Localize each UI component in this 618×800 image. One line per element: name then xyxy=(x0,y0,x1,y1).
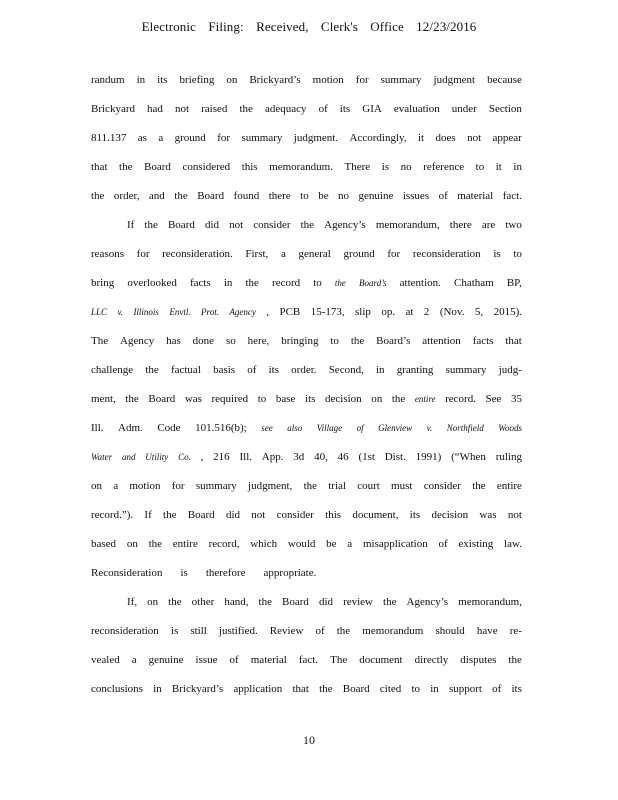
word: reconsideration xyxy=(91,625,159,637)
word: document xyxy=(359,654,403,666)
document-body xyxy=(91,70,522,708)
word: in xyxy=(136,74,146,86)
word: to xyxy=(313,277,322,289)
word: 46 xyxy=(337,451,349,463)
word: for xyxy=(136,248,150,260)
word: its xyxy=(409,509,421,521)
word: Envtl. xyxy=(169,307,191,317)
text-line xyxy=(91,592,522,621)
word: the xyxy=(319,683,333,695)
word: did xyxy=(225,509,240,521)
word: of xyxy=(315,625,325,637)
word: is xyxy=(180,567,188,579)
word: because xyxy=(487,74,522,86)
word: entire xyxy=(172,538,198,550)
word: based xyxy=(91,538,117,550)
word: there xyxy=(268,190,291,202)
word: have xyxy=(476,625,498,637)
word: for xyxy=(217,132,231,144)
word: record, xyxy=(208,538,240,550)
word: Brickyard xyxy=(91,103,135,115)
word: Agency xyxy=(229,307,256,317)
text-line xyxy=(91,302,522,331)
word: is xyxy=(381,161,390,173)
word: here, xyxy=(247,335,270,347)
word: its xyxy=(511,683,522,695)
word: Adm. xyxy=(118,422,143,434)
word: not xyxy=(507,509,522,521)
text-line xyxy=(91,418,522,447)
text-line xyxy=(91,360,522,389)
word: no xyxy=(400,161,412,173)
word: motion xyxy=(129,480,161,492)
word: of xyxy=(247,364,257,376)
word: consider xyxy=(276,509,314,521)
text-line xyxy=(91,157,522,186)
word: disputes xyxy=(460,654,497,666)
word: material xyxy=(457,190,494,202)
word: this xyxy=(325,509,342,521)
word: memorandum, xyxy=(375,219,440,231)
word: memorandum, xyxy=(458,596,522,608)
text-line xyxy=(91,70,522,99)
text-line xyxy=(91,563,522,592)
word: genuine xyxy=(148,654,184,666)
word: record xyxy=(272,277,301,289)
word: Board xyxy=(342,683,370,695)
word: Code xyxy=(157,422,181,434)
word: consider xyxy=(253,219,291,231)
word: challenge xyxy=(91,364,134,376)
word: Board xyxy=(282,596,309,608)
word: attention xyxy=(422,335,461,347)
word: consider xyxy=(423,480,461,492)
word: judgment. xyxy=(293,132,339,144)
word: that xyxy=(292,683,309,695)
word: not xyxy=(251,509,266,521)
word: was xyxy=(479,509,497,521)
word: the xyxy=(144,219,158,231)
word: randum xyxy=(91,74,125,86)
word: genuine xyxy=(358,190,394,202)
word: of xyxy=(438,190,448,202)
word: First, xyxy=(245,248,269,260)
word: Accordingly, xyxy=(349,132,407,144)
word: granting xyxy=(396,364,434,376)
filing-stamp-header: Electronic Filing: Received, Clerk's Office 12/23/2016 xyxy=(141,19,477,34)
word: Board xyxy=(167,219,195,231)
word: not xyxy=(175,103,190,115)
word: 2 xyxy=(423,306,430,318)
word: LLC xyxy=(91,307,108,317)
word: two xyxy=(505,219,522,231)
word: found xyxy=(233,190,260,202)
word: judgment, xyxy=(248,480,293,492)
word: Ill. xyxy=(91,422,104,434)
word: misapplication xyxy=(362,538,428,550)
word: support xyxy=(448,683,482,695)
word: under xyxy=(451,103,477,115)
text-line xyxy=(91,215,522,244)
word: Board’s xyxy=(376,335,411,347)
word: does xyxy=(435,132,456,144)
word: BP, xyxy=(506,277,522,289)
word: to xyxy=(475,161,485,173)
word: of xyxy=(229,654,239,666)
word: Board xyxy=(148,393,176,405)
word: did xyxy=(204,219,220,231)
word: Agency’s xyxy=(406,596,449,608)
word: cited xyxy=(379,683,402,695)
word: so xyxy=(225,335,236,347)
word: memorandum xyxy=(362,625,424,637)
word: summary xyxy=(195,480,237,492)
word: Review xyxy=(269,625,304,637)
word: ment, xyxy=(91,393,116,405)
word: for xyxy=(171,480,185,492)
word: hand, xyxy=(224,596,249,608)
word: the xyxy=(303,480,318,492)
word: The xyxy=(91,335,109,347)
word: adequacy xyxy=(264,103,307,115)
word: If, xyxy=(127,596,138,608)
word: general xyxy=(298,248,331,260)
word: is xyxy=(493,248,501,260)
word: bring xyxy=(91,277,115,289)
word: the xyxy=(119,161,133,173)
text-line xyxy=(91,505,522,534)
word: see xyxy=(261,423,273,433)
word: attention. xyxy=(399,277,441,289)
word: order. xyxy=(291,364,317,376)
word: the xyxy=(350,335,365,347)
word: raised xyxy=(201,103,228,115)
word: overlooked xyxy=(127,277,177,289)
word: 811.137 xyxy=(91,132,127,144)
word: 2015). xyxy=(493,306,522,318)
word: that xyxy=(91,161,108,173)
word: v. xyxy=(117,307,124,317)
word: did xyxy=(318,596,334,608)
text-line xyxy=(91,534,522,563)
word: the xyxy=(334,278,346,288)
word: Section xyxy=(488,103,522,115)
word: therefore xyxy=(205,567,246,579)
word: this xyxy=(241,161,258,173)
word: 1991) xyxy=(415,451,442,463)
word: the xyxy=(145,364,159,376)
word: a xyxy=(347,538,353,550)
word: There xyxy=(344,161,371,173)
word: Agency xyxy=(120,335,155,347)
word: PCB xyxy=(279,306,301,318)
word: Board’s xyxy=(359,278,387,288)
word: 101.516(b); xyxy=(195,422,247,434)
word: the xyxy=(472,480,486,492)
word: should xyxy=(435,625,465,637)
word: the xyxy=(239,103,253,115)
word: the xyxy=(245,277,259,289)
word: 216 xyxy=(213,451,230,463)
word: in xyxy=(223,277,233,289)
word: GIA xyxy=(362,103,382,115)
word: to xyxy=(330,335,339,347)
word: fact. xyxy=(298,654,319,666)
word: considered xyxy=(182,161,231,173)
word: conclusions xyxy=(91,683,143,695)
word: summary xyxy=(241,132,283,144)
word: on xyxy=(91,480,102,492)
word: and xyxy=(148,190,165,202)
word: that xyxy=(505,335,522,347)
word: Board xyxy=(197,190,225,202)
text-line xyxy=(91,476,522,505)
word: Second, xyxy=(328,364,364,376)
word: justified. xyxy=(218,625,258,637)
word: directly xyxy=(414,654,449,666)
word: issue xyxy=(195,654,218,666)
word: done xyxy=(192,335,215,347)
word: also xyxy=(287,423,303,433)
word: a xyxy=(131,654,137,666)
word: on xyxy=(147,596,159,608)
word: summary xyxy=(445,364,487,376)
text-line xyxy=(91,244,522,273)
word: in xyxy=(430,683,439,695)
text-line xyxy=(91,273,522,302)
word: 15-173, xyxy=(310,306,345,318)
word: judg- xyxy=(498,364,522,376)
word: the xyxy=(391,393,406,405)
word: no xyxy=(338,190,350,202)
word: in xyxy=(153,683,162,695)
word: 3d xyxy=(293,451,305,463)
word: ruling xyxy=(495,451,522,463)
word: reasons xyxy=(91,248,124,260)
word: summary xyxy=(380,74,422,86)
word: record. xyxy=(445,393,476,405)
word: Agency’s xyxy=(324,219,366,231)
word: Dist. xyxy=(384,451,406,463)
word: If xyxy=(144,509,152,521)
word: be xyxy=(318,190,329,202)
text-line xyxy=(91,128,522,157)
word: the xyxy=(168,596,182,608)
word: facts xyxy=(472,335,494,347)
word: to xyxy=(411,683,421,695)
word: on xyxy=(126,538,138,550)
word: which xyxy=(250,538,278,550)
word: memorandum. xyxy=(269,161,333,173)
word: of xyxy=(318,103,328,115)
word: for xyxy=(355,74,369,86)
word: appear xyxy=(492,132,522,144)
word: the xyxy=(258,596,272,608)
text-line xyxy=(91,447,522,476)
word: not xyxy=(467,132,482,144)
word: Glenview xyxy=(378,423,413,433)
word: at xyxy=(405,306,414,318)
text-line xyxy=(91,331,522,360)
word: Brickyard’s xyxy=(171,683,224,695)
text-line xyxy=(91,621,522,650)
word: the xyxy=(300,219,315,231)
word: the xyxy=(163,509,177,521)
word: Ill. xyxy=(239,451,252,463)
word: for xyxy=(387,248,401,260)
word: motion xyxy=(312,74,344,86)
word: Water xyxy=(91,452,113,462)
word: The xyxy=(330,654,348,666)
word: required xyxy=(211,393,249,405)
word: it xyxy=(417,132,425,144)
word: Northfield xyxy=(446,423,484,433)
word: trial xyxy=(328,480,346,492)
word: it xyxy=(495,161,502,173)
word: entire xyxy=(496,480,522,492)
word: the xyxy=(174,190,188,202)
word: on xyxy=(371,393,383,405)
word: is xyxy=(170,625,179,637)
word: the xyxy=(383,596,397,608)
word: court xyxy=(357,480,380,492)
text-line xyxy=(91,679,522,708)
word: Chatham xyxy=(454,277,494,289)
word: the xyxy=(508,654,522,666)
word: base xyxy=(275,393,296,405)
word: 35 xyxy=(511,393,522,405)
word: of xyxy=(438,538,448,550)
word: Co. xyxy=(178,452,191,462)
word: 40, xyxy=(314,451,328,463)
word: and xyxy=(121,452,136,462)
word: App. xyxy=(261,451,284,463)
word: be xyxy=(326,538,337,550)
word: Reconsideration xyxy=(91,567,163,579)
word: Board xyxy=(187,509,215,521)
word: reconsideration. xyxy=(162,248,233,260)
word: slip xyxy=(355,306,371,318)
word: evaluation xyxy=(393,103,440,115)
word: a xyxy=(158,132,164,144)
word: of xyxy=(356,423,364,433)
word: vealed xyxy=(91,654,120,666)
word: a xyxy=(280,248,286,260)
word: its xyxy=(305,393,316,405)
word: had xyxy=(147,103,163,115)
word: decision xyxy=(431,509,469,521)
word: , xyxy=(200,451,204,463)
word: basis xyxy=(213,364,236,376)
word: a xyxy=(113,480,119,492)
word: 5, xyxy=(474,306,484,318)
word: its xyxy=(339,103,351,115)
word: its xyxy=(268,364,279,376)
word: re- xyxy=(509,625,522,637)
word: other xyxy=(191,596,215,608)
word: review xyxy=(343,596,373,608)
word: reconsideration xyxy=(412,248,481,260)
word: material xyxy=(250,654,287,666)
text-line xyxy=(91,186,522,215)
word: as xyxy=(137,132,147,144)
word: to xyxy=(513,248,522,260)
word: Woods xyxy=(498,423,522,433)
word: document, xyxy=(352,509,399,521)
word: v. xyxy=(426,423,433,433)
word: ground xyxy=(343,248,375,260)
word: was xyxy=(184,393,202,405)
word: issues xyxy=(402,190,430,202)
word: still xyxy=(190,625,207,637)
word: factual xyxy=(170,364,201,376)
word: fact. xyxy=(502,190,522,202)
text-line xyxy=(91,99,522,128)
word: in xyxy=(513,161,522,173)
word: briefing xyxy=(179,74,215,86)
word: Illinois xyxy=(133,307,159,317)
word: Village xyxy=(316,423,343,433)
word: the xyxy=(91,190,105,202)
word: (Nov. xyxy=(439,306,465,318)
word: its xyxy=(157,74,168,86)
word: (“When xyxy=(451,451,486,463)
word: application xyxy=(233,683,283,695)
word: on xyxy=(226,74,238,86)
word: has xyxy=(166,335,181,347)
word: (1st xyxy=(358,451,375,463)
text-line xyxy=(91,650,522,679)
word: ground xyxy=(174,132,206,144)
word: the xyxy=(148,538,163,550)
word: would xyxy=(287,538,316,550)
word: record.”). xyxy=(91,509,134,521)
word: order, xyxy=(113,190,140,202)
word: the xyxy=(336,625,351,637)
word: not xyxy=(229,219,244,231)
word: the xyxy=(125,393,139,405)
word: appropriate. xyxy=(263,567,317,579)
word: See xyxy=(485,393,502,405)
word: If xyxy=(127,219,135,231)
word: law. xyxy=(504,538,522,550)
word: reference xyxy=(423,161,465,173)
word: Brickyard’s xyxy=(249,74,301,86)
word: must xyxy=(391,480,413,492)
word: decision xyxy=(325,393,362,405)
word: in xyxy=(376,364,385,376)
page-number: 10 xyxy=(303,733,315,747)
word: existing xyxy=(458,538,494,550)
word: facts xyxy=(189,277,211,289)
word: there xyxy=(449,219,472,231)
word: of xyxy=(492,683,502,695)
word: judgment xyxy=(433,74,476,86)
word: bringing xyxy=(281,335,319,347)
word: , xyxy=(266,306,270,318)
word: Board xyxy=(144,161,171,173)
word: to xyxy=(257,393,267,405)
word: op. xyxy=(381,306,396,318)
word: are xyxy=(481,219,496,231)
word: Utility xyxy=(145,452,169,462)
word: entire xyxy=(414,394,436,404)
text-line xyxy=(91,389,522,418)
word: to xyxy=(300,190,309,202)
word: Prot. xyxy=(201,307,219,317)
